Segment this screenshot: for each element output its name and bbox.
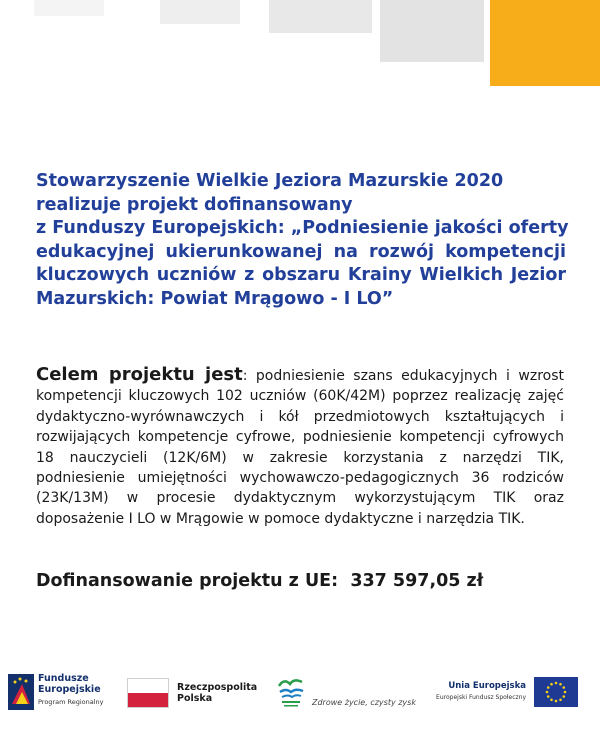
funding-label: Dofinansowanie projektu z UE:: [36, 571, 339, 591]
eu-star-icon: [547, 686, 550, 689]
eu-sub: Europejski Fundusz Społeczny: [436, 694, 526, 701]
headline-line-2: realizuje projekt dofinansowany: [36, 194, 353, 215]
headline-line-4: edukacyjnej ukierunkowanej na rozwój kompetencji: [36, 241, 566, 262]
decor-bar-orange: [490, 0, 600, 86]
project-headline: [36, 170, 569, 311]
pl-line-1: Rzeczpospolita: [177, 682, 258, 693]
wielkie-jeziora-mazurskie-icon: [276, 676, 306, 708]
pl-line-2: Polska: [177, 692, 213, 704]
eu-star-icon: [550, 683, 553, 686]
decor-bar-3: [269, 0, 372, 33]
fundusze-europejskie-logo-text: [38, 674, 104, 708]
project-goal-paragraph: [36, 365, 564, 529]
fe-line-1: Fundusze: [38, 673, 89, 684]
goal-text: : podniesienie szans edukacyjnych i wzrost kompetencji kluczowych 102 uczniów (60K/42M) poprzez realizację zajęć dydaktyczno-wyrównawczych i kół przedmiotowych kształtujących i rozwijających kompetencje cyfrowe, podniesienie kompetencji cyfrowych 18 nauczycieli (12K/6M) w zakresie korzystania z narzędzi TIK, podniesienie umiejętności wychowawczo-pedagogicznych 36 rodziców (23K/13M) w procesie dydaktycznym wykorzystującym TIK oraz doposażenie I LO w Mrągowie w pomoce dydaktyczne i narzędzia TIK.: [36, 368, 564, 527]
fe-line-2: Europejskie: [38, 683, 101, 695]
decor-bar-4: [380, 0, 484, 62]
eu-star-icon: [562, 686, 565, 689]
logo-footer: [0, 668, 600, 718]
wjm-slogan: Zdrowe życie, czysty zysk: [312, 698, 416, 707]
unia-europejska-logo-text: [434, 681, 526, 701]
eu-star-icon: [564, 691, 567, 694]
headline-line-5: kluczowych uczniów z obszaru Krainy Wielkich Jezior: [36, 265, 566, 285]
eu-star-icon: [555, 700, 558, 703]
eu-star-icon: [559, 683, 562, 686]
eu-star-icon: [562, 695, 565, 698]
eu-star-icon: [547, 695, 550, 698]
eu-star-icon: [546, 691, 549, 694]
decor-bar-1: [34, 0, 104, 16]
funding-line: [36, 571, 566, 591]
headline-line-3: z Funduszy Europejskich: „Podniesienie jakości oferty: [36, 218, 569, 238]
eu-title: Unia Europejska: [448, 681, 526, 691]
rzeczpospolita-polska-logo-text: [177, 683, 257, 704]
eu-star-icon: [550, 698, 553, 701]
headline-line-6: Mazurskich: Powiat Mrągowo - I LO”: [36, 288, 394, 309]
goal-lead: Celem projektu jest: [36, 364, 243, 385]
decor-bar-2: [160, 0, 240, 24]
fundusze-europejskie-icon: [8, 674, 34, 710]
polish-flag-icon: [127, 678, 169, 708]
eu-star-icon: [559, 698, 562, 701]
fe-sub: Program Regionalny: [38, 698, 104, 706]
eu-star-icon: [555, 682, 558, 685]
eu-flag-icon: [534, 677, 578, 707]
headline-line-1: Stowarzyszenie Wielkie Jeziora Mazurskie 2020: [36, 171, 504, 191]
funding-amount: 337 597,05 zł: [350, 571, 484, 591]
